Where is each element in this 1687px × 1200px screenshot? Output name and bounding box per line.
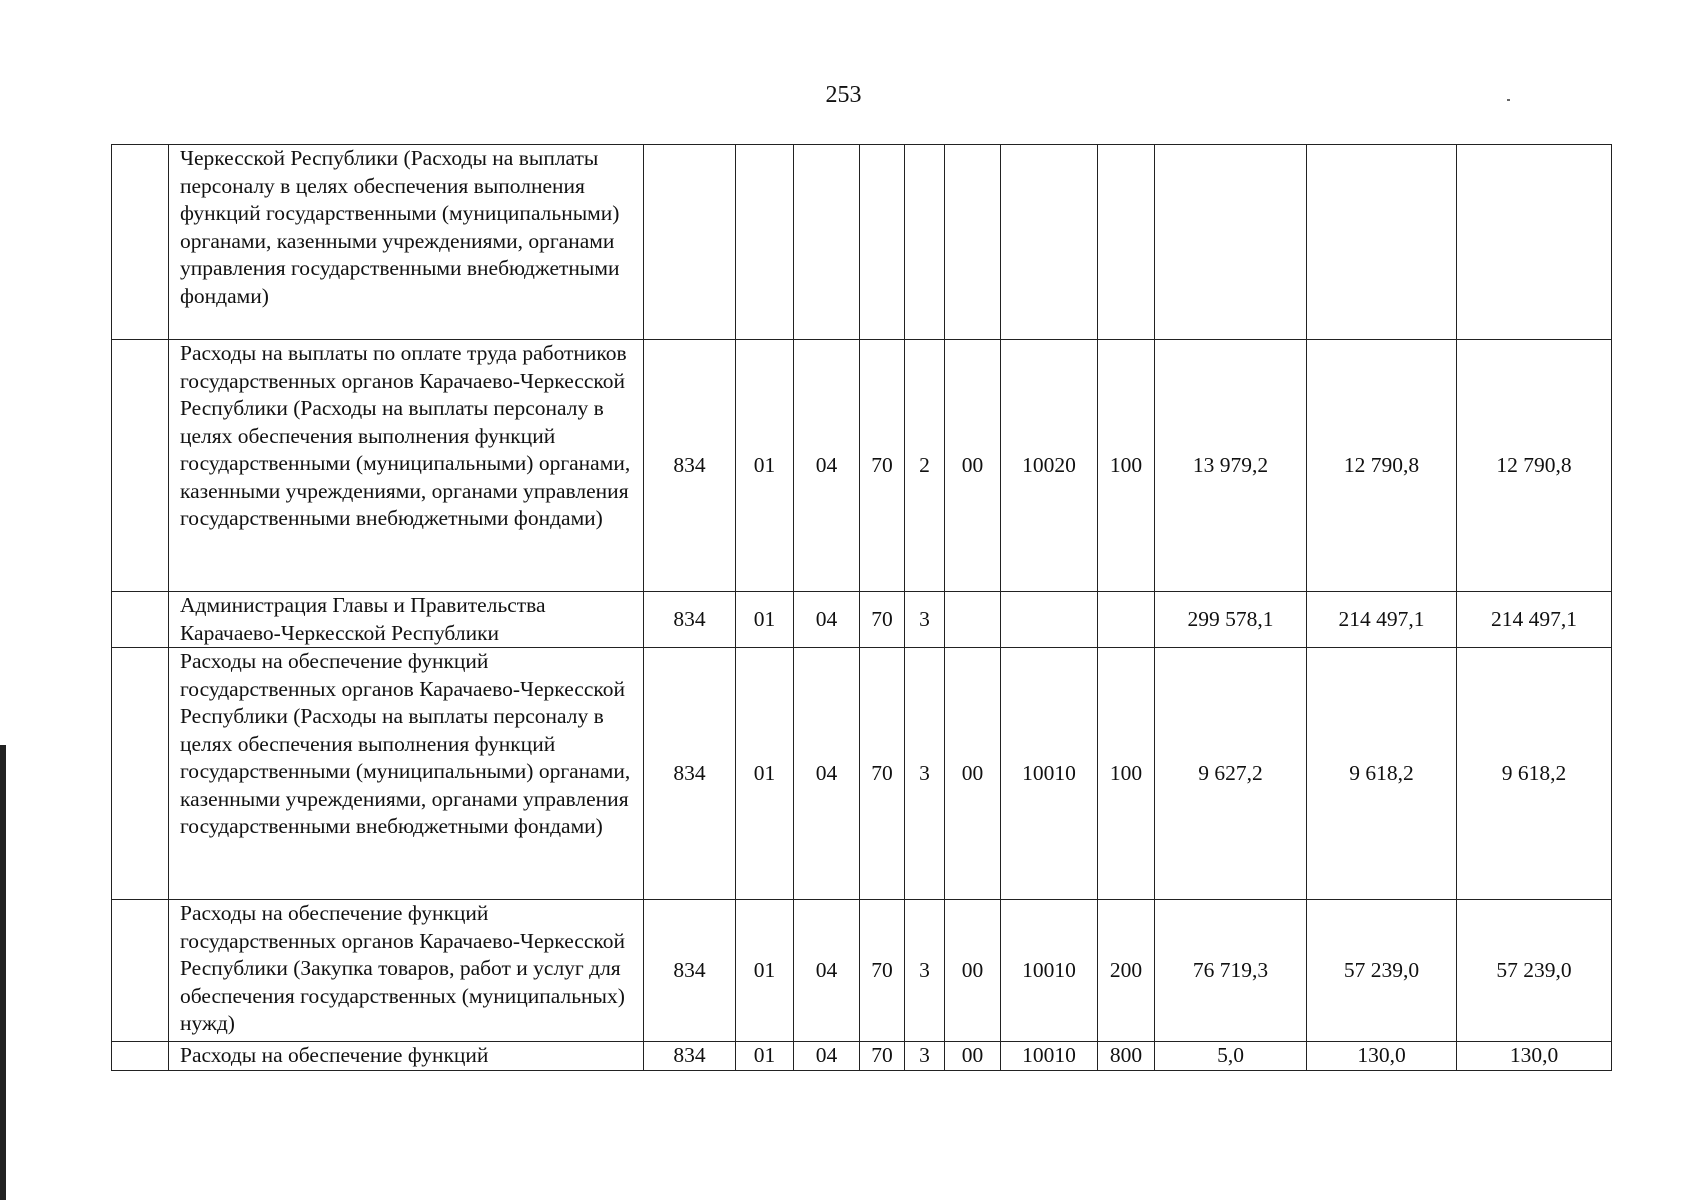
table-row bbox=[112, 592, 1612, 648]
program-code: 70 bbox=[860, 592, 905, 648]
expense-description: Расходы на обеспечение функций государственных органов Карачаево-Черкесской Республики (Расходы на выплаты персоналу в целях обеспечения выполнения функций государственными (муниципальными) органами, казенными учреждениями, органами управления государственными внебюджетными фондами) bbox=[169, 648, 644, 900]
expense-description: Администрация Главы и Правительства Карачаево-Черкесской Республики bbox=[169, 592, 644, 648]
page-number: 253 bbox=[825, 82, 862, 108]
row-number bbox=[112, 1042, 169, 1071]
row-number bbox=[112, 340, 169, 592]
ministry-code: 834 bbox=[644, 592, 736, 648]
amount-year-3: 214 497,1 bbox=[1457, 592, 1612, 648]
section-code: 01 bbox=[736, 592, 794, 648]
section-code bbox=[736, 145, 794, 340]
amount-year-2: 130,0 bbox=[1307, 1042, 1457, 1071]
expense-description: Черкесской Республики (Расходы на выплаты персоналу в целях обеспечения выполнения функций государственными (муниципальными) органами, казенными учреждениями, органами управления государственными внебюджетными фондами) bbox=[169, 145, 644, 340]
row-number bbox=[112, 648, 169, 900]
ministry-code: 834 bbox=[644, 1042, 736, 1071]
program-code bbox=[860, 145, 905, 340]
row-number bbox=[112, 145, 169, 340]
subsection-code: 04 bbox=[794, 1042, 860, 1071]
section-code: 01 bbox=[736, 900, 794, 1042]
amount-year-1: 5,0 bbox=[1155, 1042, 1307, 1071]
direction-code: 00 bbox=[945, 1042, 1001, 1071]
amount-year-3: 12 790,8 bbox=[1457, 340, 1612, 592]
expense-type-code: 100 bbox=[1098, 340, 1155, 592]
ministry-code bbox=[644, 145, 736, 340]
section-code: 01 bbox=[736, 1042, 794, 1071]
subprogram-code: 3 bbox=[905, 900, 945, 1042]
table-row bbox=[112, 1042, 1612, 1071]
target-code: 10010 bbox=[1001, 1042, 1098, 1071]
expense-description: Расходы на обеспечение функций bbox=[169, 1042, 644, 1071]
ministry-code: 834 bbox=[644, 648, 736, 900]
amount-year-1: 299 578,1 bbox=[1155, 592, 1307, 648]
direction-code: 00 bbox=[945, 900, 1001, 1042]
amount-year-3: 57 239,0 bbox=[1457, 900, 1612, 1042]
amount-year-2: 57 239,0 bbox=[1307, 900, 1457, 1042]
expense-type-code bbox=[1098, 145, 1155, 340]
table-row bbox=[112, 900, 1612, 1042]
subprogram-code: 2 bbox=[905, 340, 945, 592]
direction-code: 00 bbox=[945, 340, 1001, 592]
target-code: 10010 bbox=[1001, 648, 1098, 900]
expense-type-code: 200 bbox=[1098, 900, 1155, 1042]
subsection-code: 04 bbox=[794, 340, 860, 592]
amount-year-2: 9 618,2 bbox=[1307, 648, 1457, 900]
expense-description: Расходы на выплаты по оплате труда работников государственных органов Карачаево-Черкесской Республики (Расходы на выплаты персоналу в целях обеспечения выполнения функций государственными (муниципальными) органами, казенными учреждениями, органами управления государственными внебюджетными фондами) bbox=[169, 340, 644, 592]
amount-year-1: 76 719,3 bbox=[1155, 900, 1307, 1042]
amount-year-2: 214 497,1 bbox=[1307, 592, 1457, 648]
table-row bbox=[112, 145, 1612, 340]
subsection-code: 04 bbox=[794, 900, 860, 1042]
direction-code bbox=[945, 592, 1001, 648]
amount-year-3: 9 618,2 bbox=[1457, 648, 1612, 900]
subprogram-code bbox=[905, 145, 945, 340]
target-code bbox=[1001, 592, 1098, 648]
section-code: 01 bbox=[736, 648, 794, 900]
amount-year-1: 13 979,2 bbox=[1155, 340, 1307, 592]
amount-year-1: 9 627,2 bbox=[1155, 648, 1307, 900]
direction-code bbox=[945, 145, 1001, 340]
amount-year-1 bbox=[1155, 145, 1307, 340]
ministry-code: 834 bbox=[644, 900, 736, 1042]
target-code: 10020 bbox=[1001, 340, 1098, 592]
section-code: 01 bbox=[736, 340, 794, 592]
subprogram-code: 3 bbox=[905, 592, 945, 648]
direction-code: 00 bbox=[945, 648, 1001, 900]
subprogram-code: 3 bbox=[905, 648, 945, 900]
table-row bbox=[112, 340, 1612, 592]
expense-type-code bbox=[1098, 592, 1155, 648]
budget-table bbox=[111, 144, 1612, 1071]
program-code: 70 bbox=[860, 900, 905, 1042]
expense-type-code: 100 bbox=[1098, 648, 1155, 900]
amount-year-3: 130,0 bbox=[1457, 1042, 1612, 1071]
subprogram-code: 3 bbox=[905, 1042, 945, 1071]
target-code bbox=[1001, 145, 1098, 340]
program-code: 70 bbox=[860, 648, 905, 900]
amount-year-3 bbox=[1457, 145, 1612, 340]
ministry-code: 834 bbox=[644, 340, 736, 592]
row-number bbox=[112, 900, 169, 1042]
subsection-code: 04 bbox=[794, 648, 860, 900]
scan-speck bbox=[1507, 99, 1510, 101]
amount-year-2: 12 790,8 bbox=[1307, 340, 1457, 592]
scan-edge-bar bbox=[0, 745, 6, 1200]
program-code: 70 bbox=[860, 1042, 905, 1071]
subsection-code bbox=[794, 145, 860, 340]
program-code: 70 bbox=[860, 340, 905, 592]
target-code: 10010 bbox=[1001, 900, 1098, 1042]
row-number bbox=[112, 592, 169, 648]
expense-type-code: 800 bbox=[1098, 1042, 1155, 1071]
table-row bbox=[112, 648, 1612, 900]
amount-year-2 bbox=[1307, 145, 1457, 340]
subsection-code: 04 bbox=[794, 592, 860, 648]
expense-description: Расходы на обеспечение функций государственных органов Карачаево-Черкесской Республики (Закупка товаров, работ и услуг для обеспечения государственных (муниципальных) нужд) bbox=[169, 900, 644, 1042]
